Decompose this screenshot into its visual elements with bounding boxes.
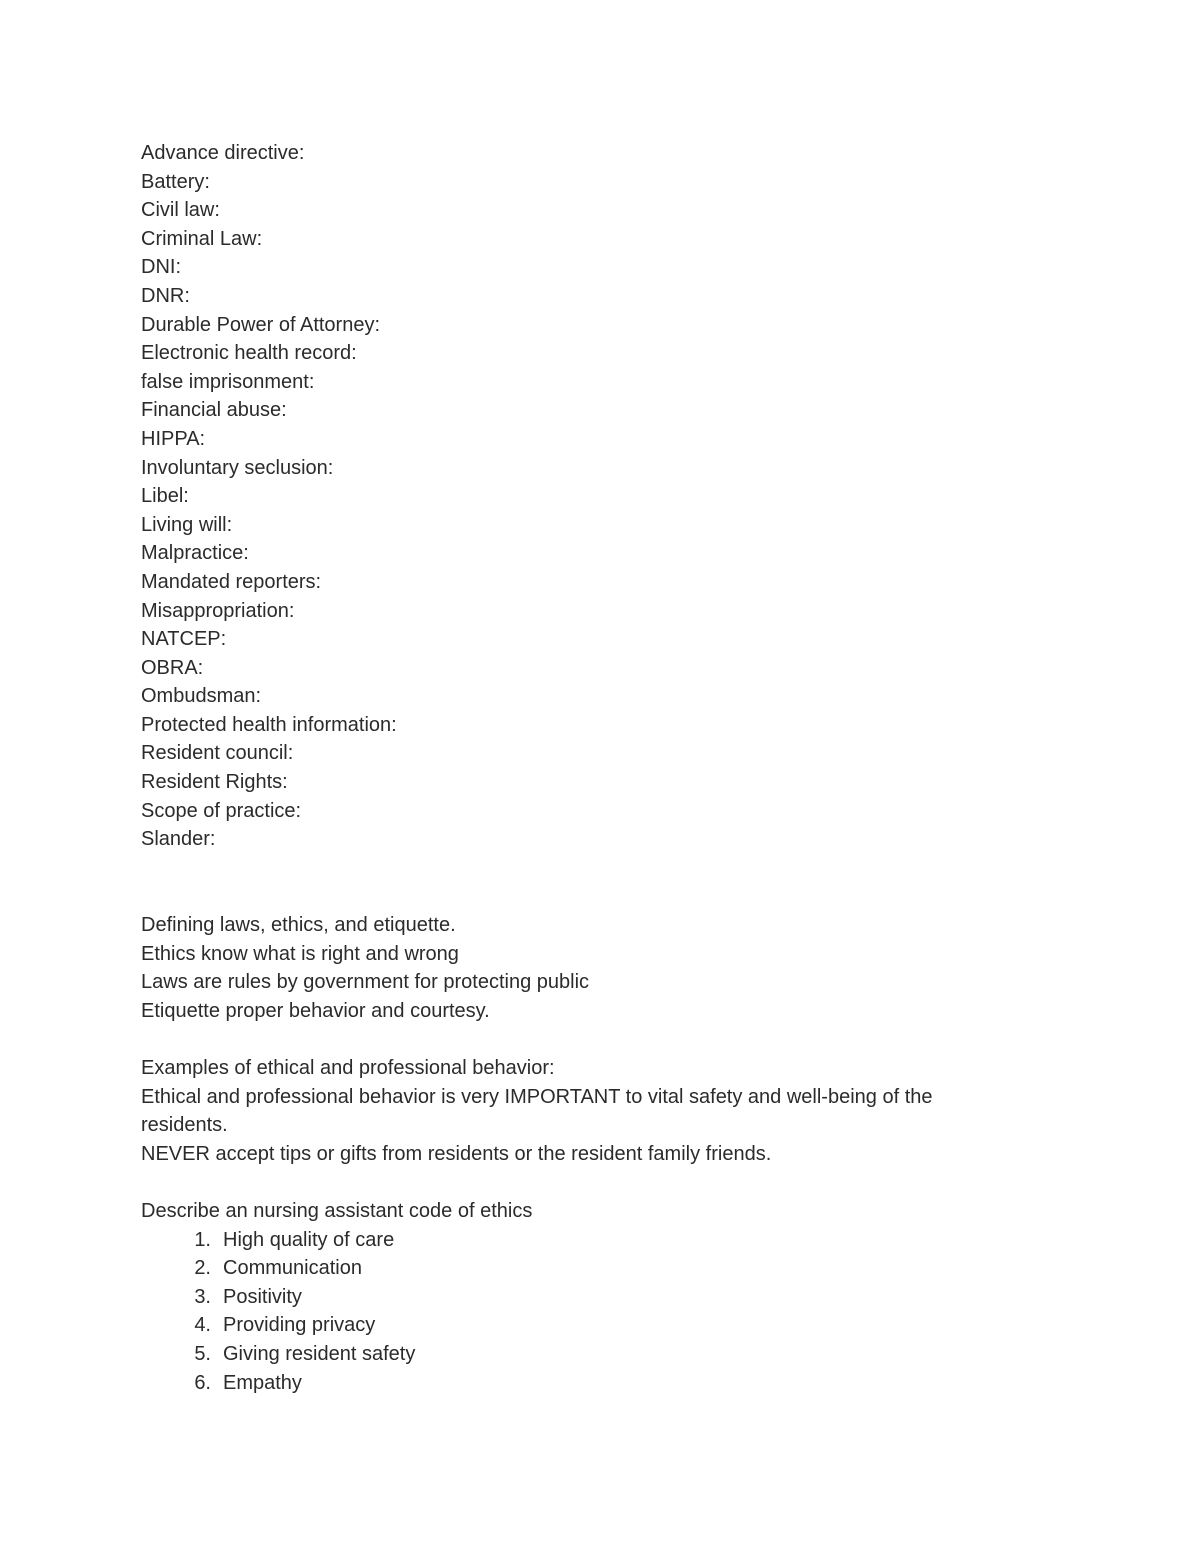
- list-item: [141, 1369, 1021, 1398]
- term-line: Battery:: [141, 170, 210, 193]
- term-line: Living will:: [141, 513, 233, 536]
- term-line: Electronic health record:: [141, 342, 357, 365]
- document-body: [141, 139, 1021, 1397]
- term-line: Misappropriation:: [141, 599, 295, 622]
- section-line: Laws are rules by government for protecting public: [141, 971, 590, 994]
- list-item-text: Providing privacy: [223, 1314, 376, 1337]
- term-line: Resident council:: [141, 742, 294, 765]
- term-line: Ombudsman:: [141, 685, 262, 708]
- list-number: 5.: [194, 1342, 211, 1365]
- term-line: OBRA:: [141, 656, 204, 679]
- term-line: Slander:: [141, 828, 216, 851]
- section-line: Ethics know what is right and wrong: [141, 942, 459, 965]
- term-line: Advance directive:: [141, 142, 305, 164]
- code-of-ethics-list: [141, 1226, 1021, 1398]
- section-line: Ethical and professional behavior is very IMPORTANT to vital safety and well-being of the residents.: [141, 1085, 939, 1137]
- list-item-text: Giving resident safety: [223, 1342, 416, 1365]
- section-heading: Describe an nursing assistant code of ethics: [141, 1199, 533, 1222]
- term-line: Resident Rights:: [141, 771, 288, 794]
- terms-list: [141, 139, 1021, 854]
- section-code-of-ethics: [141, 1197, 1021, 1397]
- list-number: 2.: [194, 1257, 211, 1280]
- section-heading: Defining laws, ethics, and etiquette.: [141, 914, 456, 937]
- term-line: Libel:: [141, 485, 189, 508]
- term-line: DNI:: [141, 256, 181, 279]
- term-line: Criminal Law:: [141, 227, 263, 250]
- spacer: [141, 854, 1021, 911]
- term-line: HIPPA:: [141, 427, 206, 450]
- list-item: [141, 1340, 1021, 1369]
- term-line: Scope of practice:: [141, 799, 302, 822]
- list-number: 4.: [194, 1314, 211, 1337]
- list-item-text: Communication: [223, 1257, 362, 1280]
- list-number: 6.: [194, 1371, 211, 1394]
- term-line: false imprisonment:: [141, 370, 315, 393]
- spacer: [141, 1025, 1021, 1054]
- term-line: Financial abuse:: [141, 399, 287, 422]
- term-line: Durable Power of Attorney:: [141, 313, 381, 336]
- list-item: [141, 1226, 1021, 1255]
- list-item: [141, 1283, 1021, 1312]
- list-item: [141, 1254, 1021, 1283]
- term-line: Protected health information:: [141, 713, 397, 736]
- section-ethical-behavior: [141, 1054, 1021, 1168]
- term-line: NATCEP:: [141, 628, 227, 651]
- section-heading: Examples of ethical and professional behavior:: [141, 1057, 555, 1079]
- term-line: Involuntary seclusion:: [141, 456, 334, 479]
- list-item-text: High quality of care: [223, 1228, 395, 1251]
- term-line: Malpractice:: [141, 542, 249, 565]
- section-line: NEVER accept tips or gifts from residents or the resident family friends.: [141, 1142, 772, 1165]
- list-item-text: Empathy: [223, 1371, 302, 1394]
- spacer: [141, 1168, 1021, 1197]
- list-item-text: Positivity: [223, 1285, 302, 1308]
- section-laws-ethics-etiquette: [141, 911, 1021, 1025]
- list-number: 3.: [194, 1285, 211, 1308]
- term-line: Civil law:: [141, 199, 220, 222]
- section-line: Etiquette proper behavior and courtesy.: [141, 999, 490, 1022]
- list-item: [141, 1311, 1021, 1340]
- list-number: 1.: [194, 1228, 211, 1251]
- term-line: Mandated reporters:: [141, 570, 322, 593]
- term-line: DNR:: [141, 284, 190, 307]
